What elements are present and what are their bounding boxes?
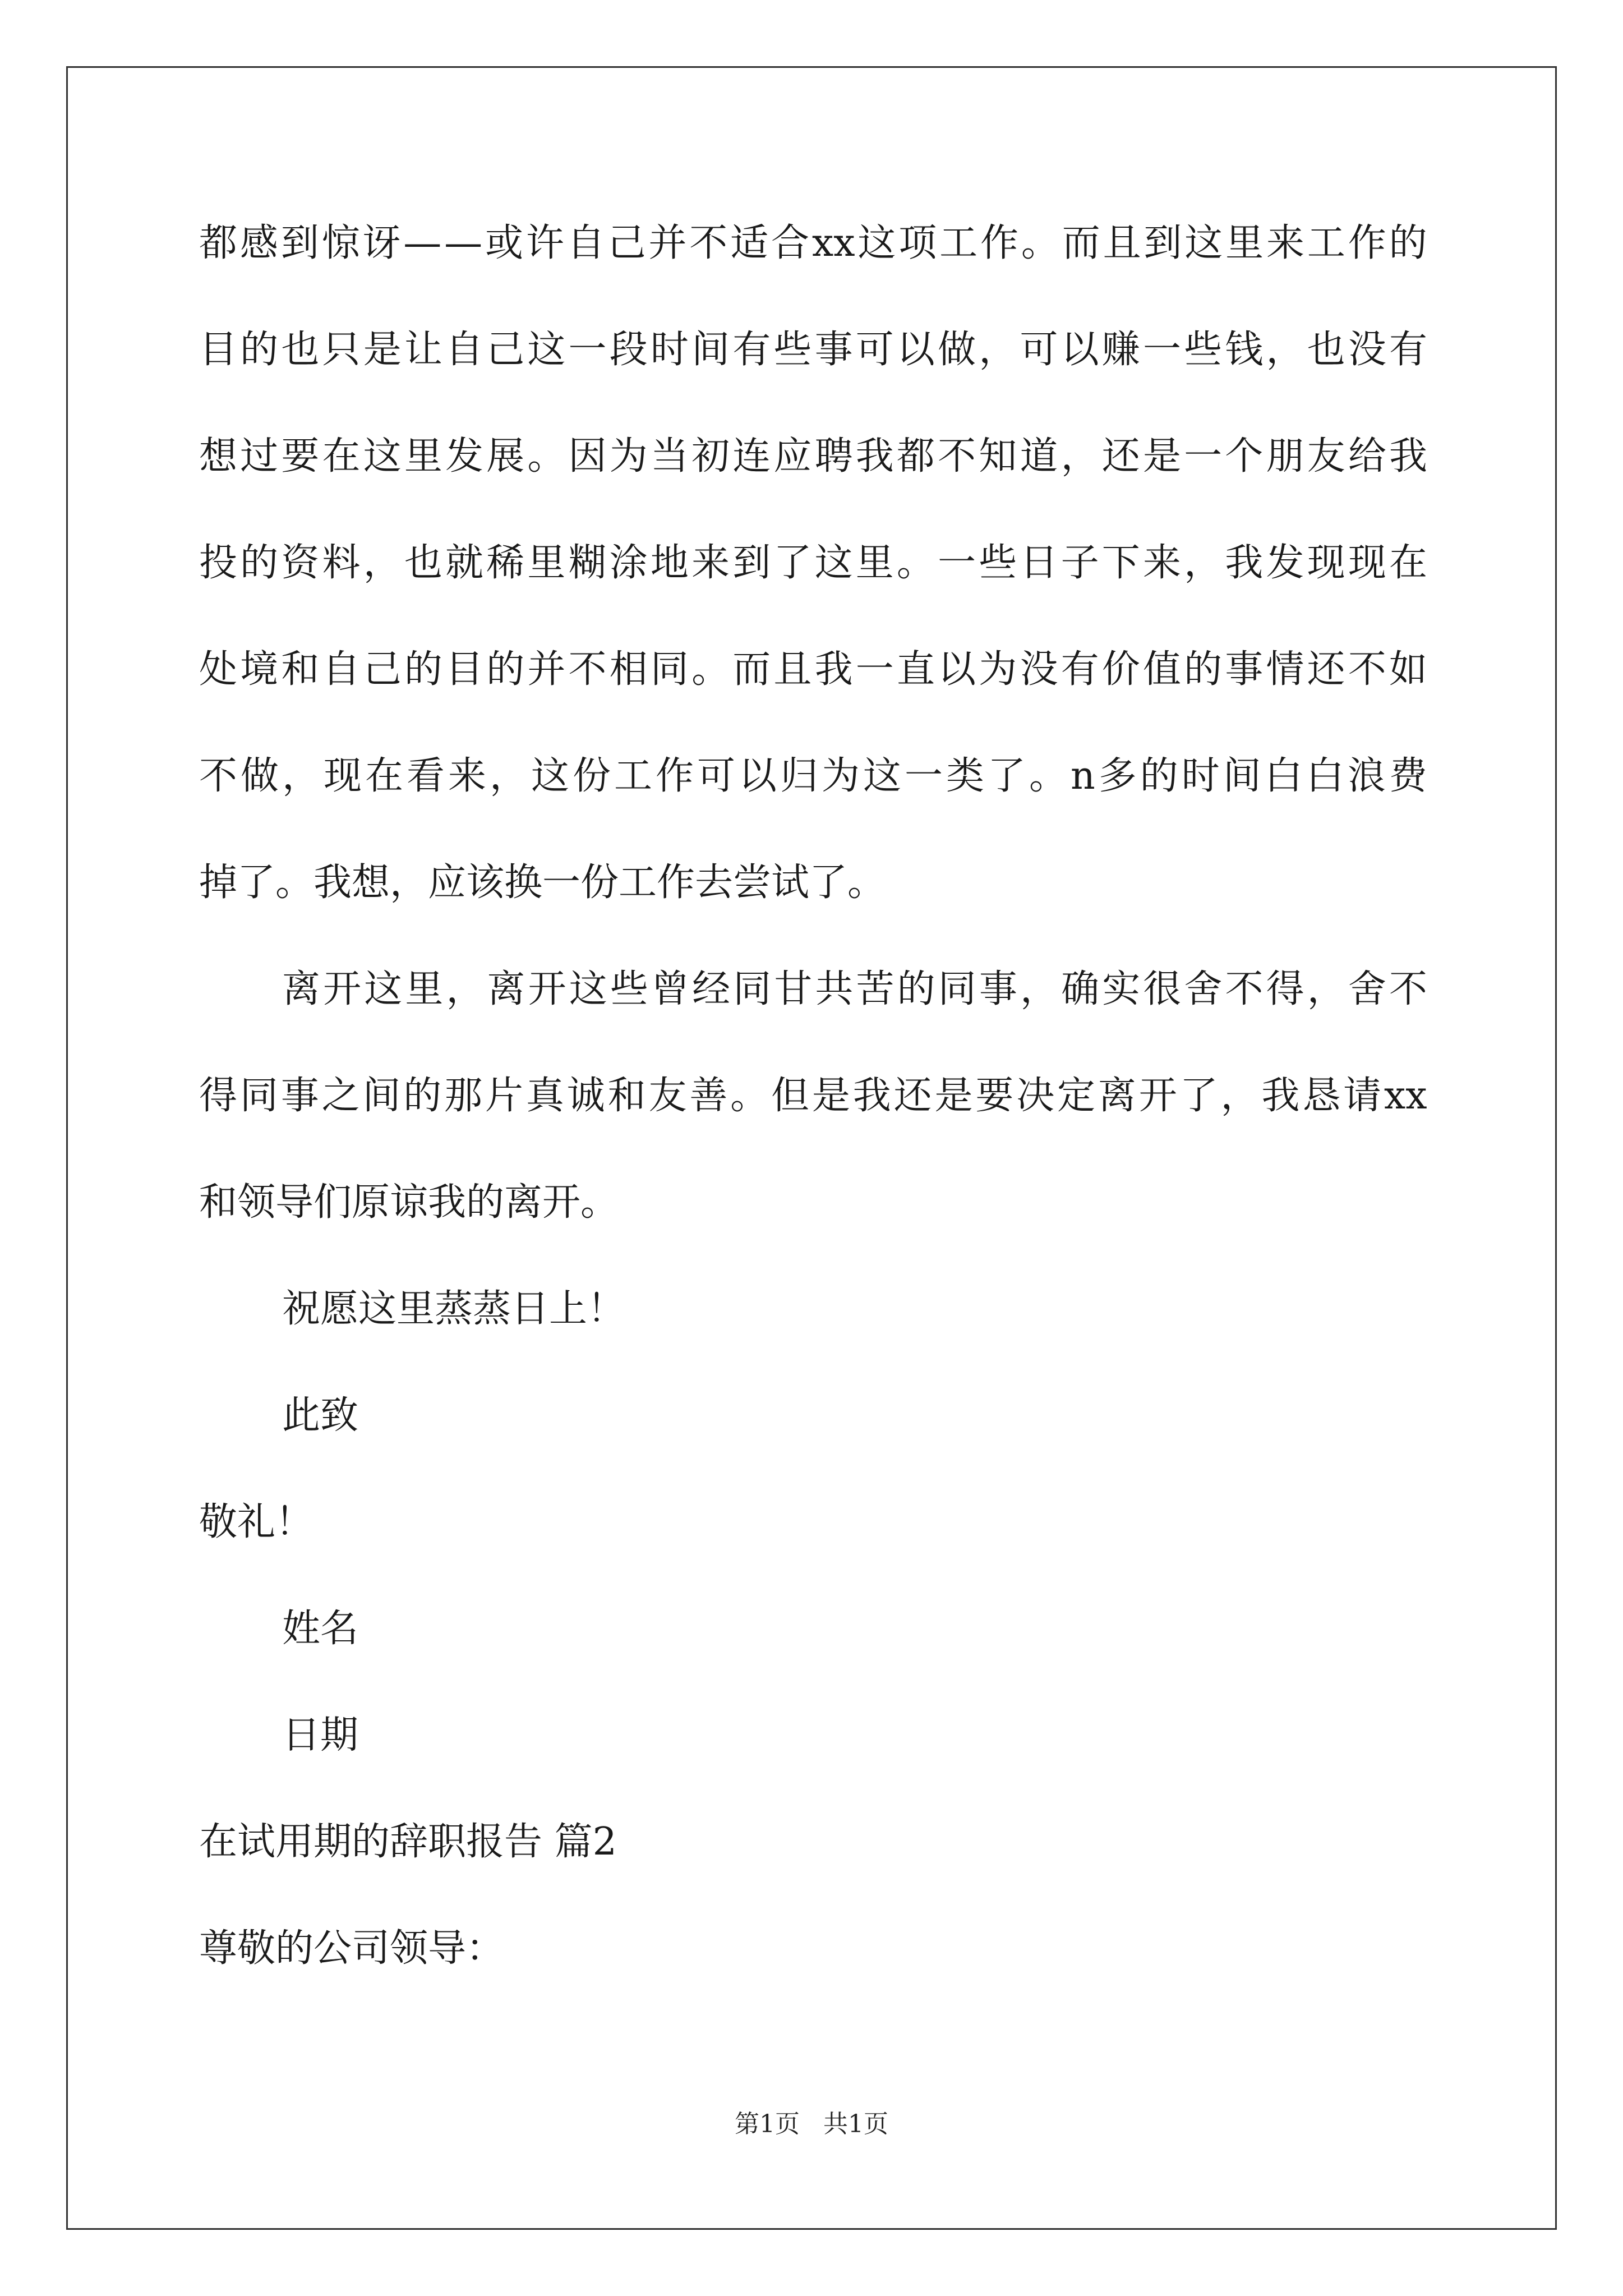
- text-line: 不 做 ， 现 在 看 来 ， 这 份 工 作 可 以 归 为 这 一 类 了 。 n 多 的 时 间 白 白 浪 费: [199, 754, 1427, 798]
- wish-line: 祝愿这里蒸蒸日上！: [282, 1287, 626, 1331]
- text-line: 离 开 这 里 ， 离 开 这 些 曾 经 同 甘 共 苦 的 同 事 ， 确 实 很 舍 不 得 ， 舍 不: [282, 967, 1427, 1011]
- signature-date: 日期: [282, 1713, 359, 1757]
- text-line: 投 的 资 料 ， 也 就 稀 里 糊 涂 地 来 到 了 这 里 。 一 些 日 子 下 来 ， 我 发 现 现 在: [199, 541, 1427, 585]
- paragraph-1: [199, 217, 1427, 963]
- text-line: 目 的 也 只 是 让 自 己 这 一 段 时 间 有 些 事 可 以 做 ， 可 以 赚 一 些 钱 ， 也 没 有: [199, 328, 1427, 372]
- signature-name: 姓名: [282, 1607, 359, 1651]
- paragraph-2: [199, 963, 1427, 1282]
- closing-salute: 敬礼！: [199, 1500, 314, 1544]
- salutation: 尊敬的公司领导：: [199, 1926, 505, 1971]
- text-line: 掉了。我想，应该换一份工作去尝试了。: [199, 861, 886, 905]
- text-line: 得 同 事 之 间 的 那 片 真 诚 和 友 善 。 但 是 我 还 是 要 决 定 离 开 了 ， 我 恳 请 xx: [199, 1074, 1427, 1118]
- closing-phrase: 此致: [282, 1393, 359, 1438]
- document-body: [199, 217, 1427, 2028]
- section-title: 在试用期的辞职报告 篇2: [199, 1820, 617, 1864]
- text-line: 都 感 到 惊 讶 — — 或 许 自 己 并 不 适 合 xx 这 项 工 作 。 而 且 到 这 里 来 工 作 的: [199, 221, 1427, 265]
- text-line: 和领导们原谅我的离开。: [199, 1180, 619, 1225]
- page-footer: 第1页 共1页: [735, 2110, 888, 2138]
- text-line: 处 境 和 自 己 的 目 的 并 不 相 同 。 而 且 我 一 直 以 为 没 有 价 值 的 事 情 还 不 如: [199, 647, 1427, 692]
- text-line: 想 过 要 在 这 里 发 展 。 因 为 当 初 连 应 聘 我 都 不 知 道 ， 还 是 一 个 朋 友 给 我: [199, 434, 1427, 478]
